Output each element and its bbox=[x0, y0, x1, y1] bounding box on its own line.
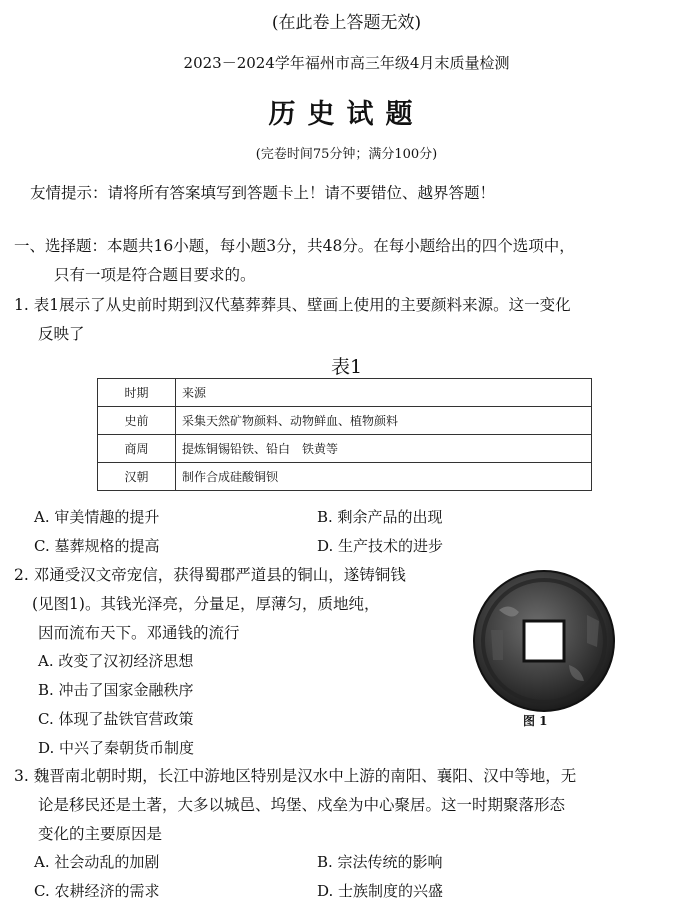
q2-option-c[interactable]: C. 体现了盐铁官营政策 bbox=[38, 710, 194, 728]
q3-option-d[interactable]: D. 士族制度的兴盛 bbox=[317, 882, 444, 900]
exam-notice: (在此卷上答题无效) bbox=[271, 13, 422, 33]
table-cell: 提炼铜锡铅铁、铅白 铁黄等 bbox=[176, 435, 592, 463]
table-cell: 商周 bbox=[98, 435, 176, 463]
table-caption: 表1 bbox=[330, 356, 363, 378]
exam-name: 2023－2024学年福州市高三年级4月末质量检测 bbox=[183, 54, 510, 72]
q3-stem-line3: 变化的主要原因是 bbox=[38, 825, 163, 843]
table-header-row bbox=[98, 379, 592, 407]
source-table bbox=[97, 378, 592, 491]
q1-option-c[interactable]: C. 墓葬规格的提高 bbox=[34, 537, 160, 555]
q1-stem-line1: 1. 表1展示了从史前时期到汉代墓葬葬具、壁画上使用的主要颜料来源。这一变化 bbox=[14, 296, 571, 314]
table-header-source: 来源 bbox=[176, 379, 592, 407]
table-cell: 汉朝 bbox=[98, 463, 176, 491]
ancient-coin-image bbox=[469, 570, 619, 713]
table-cell: 制作合成硅酸铜钡 bbox=[176, 463, 592, 491]
q2-option-b[interactable]: B. 冲击了国家金融秩序 bbox=[38, 681, 194, 699]
q1-stem-line2: 反映了 bbox=[38, 325, 85, 343]
q1-option-b[interactable]: B. 剩余产品的出现 bbox=[317, 508, 443, 526]
q3-option-b[interactable]: B. 宗法传统的影响 bbox=[317, 853, 443, 871]
table-row bbox=[98, 435, 592, 463]
table-cell: 史前 bbox=[98, 407, 176, 435]
table-row bbox=[98, 407, 592, 435]
table-row bbox=[98, 463, 592, 491]
section-heading-line2: 只有一项是符合题目要求的。 bbox=[54, 266, 256, 284]
table-header-period: 时期 bbox=[98, 379, 176, 407]
section-heading-line1: 一、选择题：本题共16小题，每小题3分，共48分。在每小题给出的四个选项中， bbox=[14, 237, 575, 255]
exam-meta: (完卷时间75分钟；满分100分) bbox=[255, 147, 438, 162]
q2-stem-line1: 2. 邓通受汉文帝宠信，获得蜀郡严道县的铜山，遂铸铜钱 bbox=[14, 566, 406, 584]
q3-stem-line1: 3. 魏晋南北朝时期，长江中游地区特别是汉水中上游的南阳、襄阳、汉中等地，无 bbox=[14, 767, 577, 785]
figure-caption: 图 1 bbox=[523, 714, 548, 728]
q2-option-a[interactable]: A. 改变了汉初经济思想 bbox=[38, 652, 194, 670]
q1-option-d[interactable]: D. 生产技术的进步 bbox=[317, 537, 444, 555]
table-cell: 采集天然矿物颜料、动物鲜血、植物颜料 bbox=[176, 407, 592, 435]
q3-option-a[interactable]: A. 社会动乱的加剧 bbox=[34, 853, 160, 871]
q2-stem-line2: (见图1)。其钱光泽亮，分量足，厚薄匀，质地纯， bbox=[32, 595, 380, 613]
q1-option-a[interactable]: A. 审美情趣的提升 bbox=[34, 508, 160, 526]
page-title: 历史试题 bbox=[268, 99, 425, 130]
q2-option-d[interactable]: D. 中兴了秦朝货币制度 bbox=[38, 739, 195, 757]
q2-stem-line3: 因而流布天下。邓通钱的流行 bbox=[38, 624, 240, 642]
q3-option-c[interactable]: C. 农耕经济的需求 bbox=[34, 882, 160, 900]
q3-stem-line2: 论是移民还是土著，大多以城邑、坞堡、戍垒为中心聚居。这一时期聚落形态 bbox=[38, 796, 566, 814]
friendly-tip: 友情提示：请将所有答案填写到答题卡上！请不要错位、越界答题！ bbox=[30, 184, 496, 202]
